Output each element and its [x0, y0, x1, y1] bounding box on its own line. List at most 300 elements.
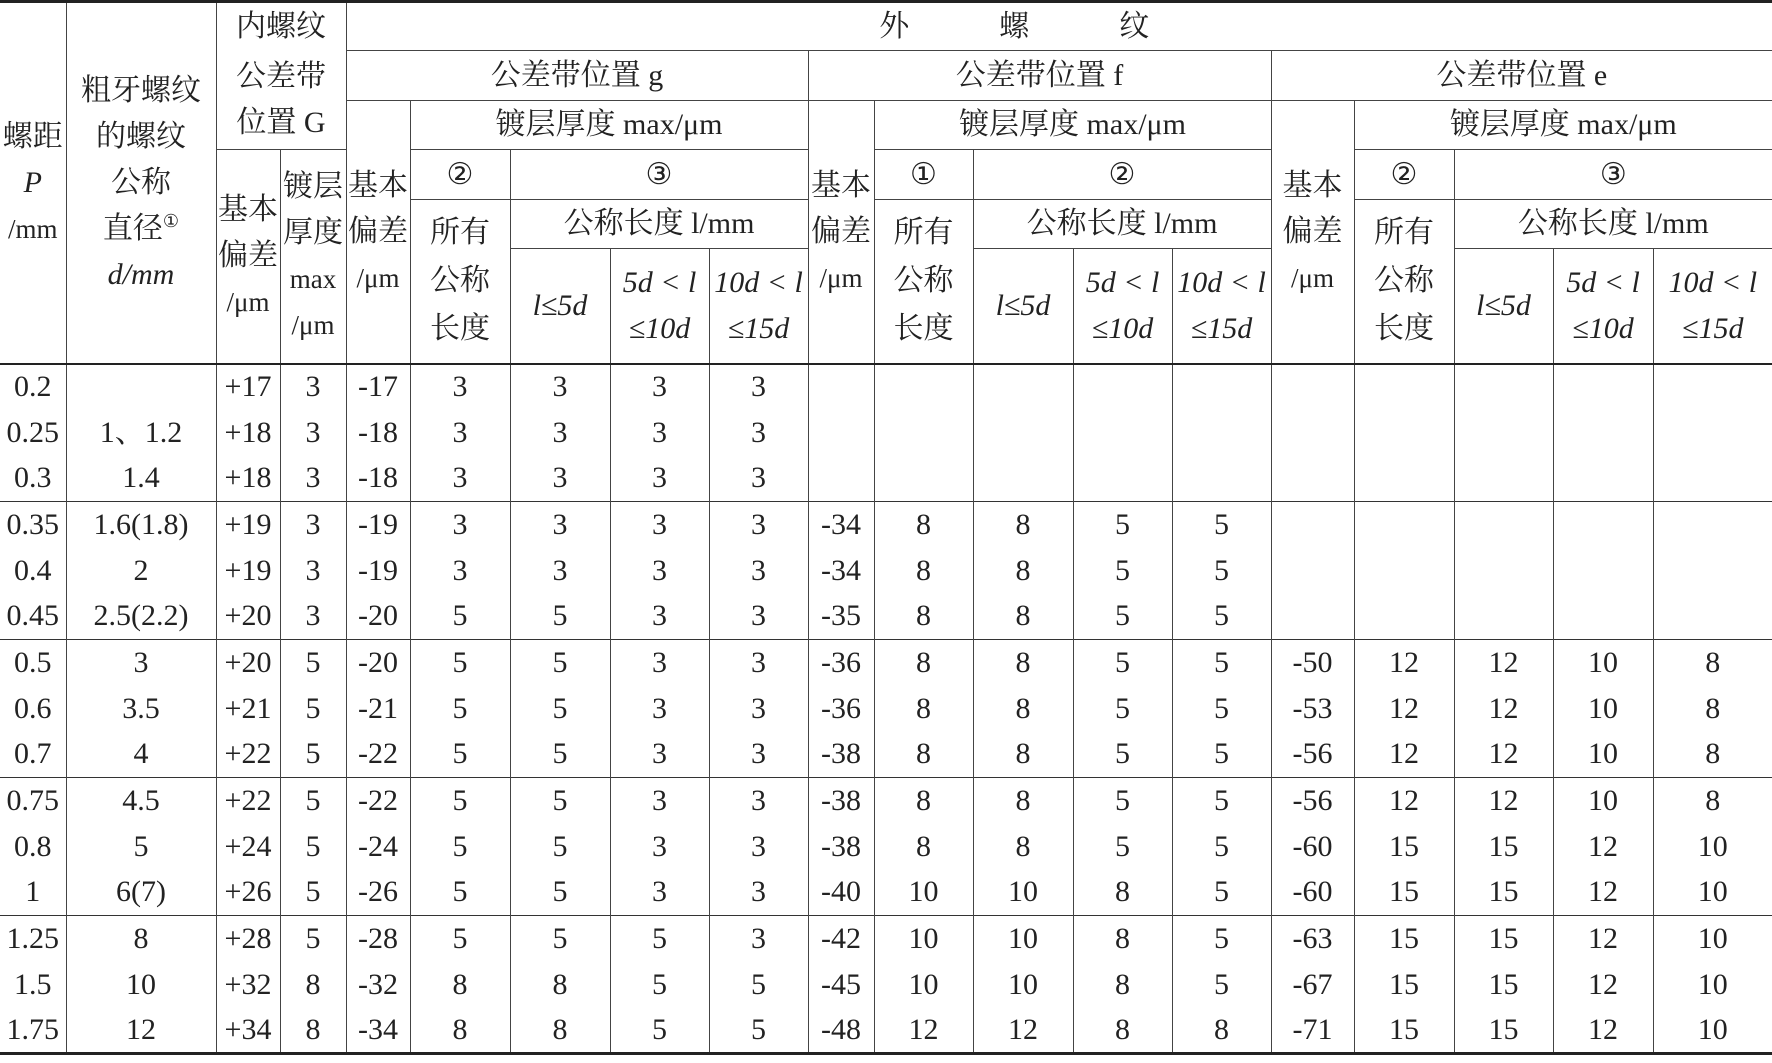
table-row — [0, 410, 1772, 456]
cell-g-c: 3 — [709, 548, 808, 594]
header-g-circled-2: ② — [410, 150, 510, 200]
table-header — [0, 2, 1772, 364]
table-body — [0, 364, 1772, 1054]
header-g-circled-3: ③ — [510, 150, 808, 200]
cell-g-c: 5 — [709, 1008, 808, 1054]
cell-g-a: 5 — [510, 778, 610, 824]
cell-e-c — [1653, 502, 1772, 548]
cell-G-coat: 3 — [280, 410, 346, 456]
cell-f-dev: -34 — [808, 502, 874, 548]
cell-g-b: 5 — [610, 962, 709, 1008]
cell-f-a: 8 — [973, 548, 1073, 594]
table-row — [0, 778, 1772, 824]
cell-f-c: 8 — [1172, 1008, 1271, 1054]
cell-g-dev: -17 — [346, 364, 410, 410]
cell-d: 8 — [66, 916, 216, 962]
cell-d: 10 — [66, 962, 216, 1008]
cell-f-dev: -48 — [808, 1008, 874, 1054]
cell-g-b: 3 — [610, 456, 709, 502]
cell-f-a: 10 — [973, 870, 1073, 916]
cell-g-a: 3 — [510, 364, 610, 410]
cell-e-b: 10 — [1553, 732, 1653, 778]
cell-f-c — [1172, 364, 1271, 410]
header-e-circled-3: ③ — [1454, 150, 1772, 200]
header-g-coating-max: 镀层厚度 max/μm — [410, 101, 808, 150]
cell-e-dev: -56 — [1271, 732, 1354, 778]
cell-g-b: 3 — [610, 594, 709, 640]
cell-d: 3 — [66, 640, 216, 686]
cell-g-c2: 3 — [410, 502, 510, 548]
header-f-all-lengths: 所有 公称 长度 — [874, 200, 973, 364]
cell-f-a: 8 — [973, 824, 1073, 870]
cell-f-c1 — [874, 410, 973, 456]
cell-G-dev: +20 — [216, 640, 280, 686]
table-row — [0, 732, 1772, 778]
cell-e-a: 15 — [1454, 962, 1553, 1008]
cell-e-c2 — [1354, 456, 1454, 502]
cell-f-b — [1073, 456, 1172, 502]
cell-f-b: 5 — [1073, 824, 1172, 870]
header-position-g: 公差带位置 g — [346, 51, 808, 101]
header-e-circled-2: ② — [1354, 150, 1454, 200]
cell-G-coat: 5 — [280, 640, 346, 686]
cell-g-a: 3 — [510, 502, 610, 548]
table-row — [0, 640, 1772, 686]
cell-f-a: 10 — [973, 916, 1073, 962]
cell-g-c: 3 — [709, 640, 808, 686]
cell-d: 1.6(1.8) — [66, 502, 216, 548]
cell-e-a: 15 — [1454, 916, 1553, 962]
cell-g-b: 3 — [610, 410, 709, 456]
cell-p: 0.75 — [0, 778, 66, 824]
cell-g-c2: 5 — [410, 916, 510, 962]
cell-f-dev: -40 — [808, 870, 874, 916]
cell-g-c: 3 — [709, 870, 808, 916]
cell-f-c1: 10 — [874, 870, 973, 916]
cell-f-c1: 8 — [874, 594, 973, 640]
cell-d: 6(7) — [66, 870, 216, 916]
cell-f-b: 8 — [1073, 916, 1172, 962]
cell-f-a — [973, 456, 1073, 502]
cell-p: 0.5 — [0, 640, 66, 686]
cell-g-dev: -28 — [346, 916, 410, 962]
cell-g-dev: -22 — [346, 778, 410, 824]
cell-f-dev: -42 — [808, 916, 874, 962]
cell-f-b: 5 — [1073, 778, 1172, 824]
cell-e-c2: 15 — [1354, 962, 1454, 1008]
header-f-nominal-length: 公称长度 l/mm — [973, 200, 1271, 249]
cell-f-a: 8 — [973, 594, 1073, 640]
cell-f-a: 8 — [973, 686, 1073, 732]
cell-f-dev: -34 — [808, 548, 874, 594]
cell-f-b: 5 — [1073, 686, 1172, 732]
cell-g-c: 3 — [709, 364, 808, 410]
cell-f-dev — [808, 364, 874, 410]
cell-e-a — [1454, 364, 1553, 410]
cell-e-b: 12 — [1553, 870, 1653, 916]
cell-G-dev: +18 — [216, 456, 280, 502]
cell-d: 12 — [66, 1008, 216, 1054]
cell-f-c: 5 — [1172, 686, 1271, 732]
cell-g-dev: -24 — [346, 824, 410, 870]
cell-e-dev — [1271, 364, 1354, 410]
cell-p: 1 — [25, 875, 41, 909]
cell-g-c: 3 — [709, 502, 808, 548]
cell-f-c: 5 — [1172, 502, 1271, 548]
cell-e-c2: 12 — [1354, 732, 1454, 778]
cell-e-b — [1553, 502, 1653, 548]
cell-f-b: 5 — [1073, 732, 1172, 778]
cell-f-c1: 10 — [874, 962, 973, 1008]
cell-g-c: 3 — [709, 410, 808, 456]
cell-e-a — [1454, 548, 1553, 594]
cell-g-b: 3 — [610, 870, 709, 916]
cell-g-b: 5 — [610, 916, 709, 962]
cell-g-a: 8 — [510, 962, 610, 1008]
cell-g-a: 5 — [510, 824, 610, 870]
cell-g-b: 3 — [610, 824, 709, 870]
cell-d: 3.5 — [66, 686, 216, 732]
cell-g-dev: -18 — [346, 410, 410, 456]
cell-p: 0.6 — [14, 691, 52, 725]
cell-p: 1.5 — [14, 967, 52, 1001]
cell-p: 0.7 — [14, 737, 52, 771]
header-f-len-a: l≤5d — [973, 249, 1073, 364]
cell-f-b — [1073, 410, 1172, 456]
cell-G-coat: 5 — [280, 824, 346, 870]
cell-g-b: 5 — [610, 1008, 709, 1054]
cell-f-c1: 8 — [874, 824, 973, 870]
cell-g-a: 5 — [510, 732, 610, 778]
cell-g-c: 3 — [709, 594, 808, 640]
cell-G-dev: +26 — [216, 870, 280, 916]
cell-g-c: 3 — [709, 778, 808, 824]
cell-e-dev: -50 — [1271, 640, 1354, 686]
cell-p: 0.45 — [6, 599, 59, 633]
cell-e-a — [1454, 594, 1553, 640]
cell-f-dev: -35 — [808, 594, 874, 640]
cell-e-dev: -60 — [1271, 870, 1354, 916]
cell-e-b: 10 — [1553, 640, 1653, 686]
cell-f-a: 8 — [973, 640, 1073, 686]
cell-f-c1 — [874, 456, 973, 502]
cell-e-a: 15 — [1454, 1008, 1553, 1054]
header-internal-thread: 内螺纹 — [216, 2, 346, 51]
cell-g-a: 3 — [510, 456, 610, 502]
header-g-len-c: 10d < l ≤15d — [709, 249, 808, 364]
cell-g-c2: 3 — [410, 548, 510, 594]
cell-f-c1: 12 — [874, 1008, 973, 1054]
cell-g-dev: -20 — [346, 594, 410, 640]
cell-f-b: 8 — [1073, 962, 1172, 1008]
header-pitch: 螺距 P /mm — [0, 2, 66, 364]
cell-G-dev: +28 — [216, 916, 280, 962]
cell-f-b: 8 — [1073, 1008, 1172, 1054]
cell-e-c2 — [1354, 594, 1454, 640]
cell-g-b: 3 — [610, 548, 709, 594]
cell-e-c: 8 — [1653, 686, 1772, 732]
cell-g-dev: -26 — [346, 870, 410, 916]
cell-g-dev: -34 — [346, 1008, 410, 1054]
cell-f-c: 5 — [1172, 870, 1271, 916]
cell-e-c: 10 — [1653, 916, 1772, 962]
cell-e-dev — [1271, 456, 1354, 502]
cell-e-c: 10 — [1653, 1008, 1772, 1054]
cell-f-c1 — [874, 364, 973, 410]
cell-g-c: 3 — [709, 916, 808, 962]
cell-e-c2 — [1354, 410, 1454, 456]
header-e-basic-deviation: 基本 偏差 /μm — [1271, 101, 1354, 364]
cell-e-dev: -71 — [1271, 1008, 1354, 1054]
cell-f-b: 5 — [1073, 594, 1172, 640]
cell-d — [66, 364, 216, 410]
cell-e-c: 10 — [1653, 962, 1772, 1008]
cell-d: 1、1.2 — [66, 410, 216, 456]
cell-p: 0.35 — [0, 502, 66, 548]
cell-f-b: 5 — [1073, 502, 1172, 548]
cell-e-dev — [1271, 548, 1354, 594]
header-G-coating: 镀层 厚度 max /μm — [280, 150, 346, 364]
cell-f-a: 12 — [973, 1008, 1073, 1054]
cell-g-c2: 3 — [410, 410, 510, 456]
cell-e-dev — [1271, 410, 1354, 456]
cell-e-dev: -60 — [1271, 824, 1354, 870]
cell-G-dev: +22 — [216, 732, 280, 778]
cell-G-coat: 3 — [280, 594, 346, 640]
cell-g-c2: 5 — [410, 732, 510, 778]
header-f-circled-1: ① — [874, 150, 973, 200]
table-row — [0, 502, 1772, 548]
cell-g-a: 5 — [510, 870, 610, 916]
cell-g-c2: 5 — [410, 686, 510, 732]
cell-f-c: 5 — [1172, 732, 1271, 778]
table-row — [0, 548, 1772, 594]
cell-g-dev: -19 — [346, 548, 410, 594]
cell-e-c — [1653, 548, 1772, 594]
header-g-len-b: 5d < l ≤10d — [610, 249, 709, 364]
cell-e-b — [1553, 364, 1653, 410]
cell-e-a: 12 — [1454, 686, 1553, 732]
cell-f-dev: -38 — [808, 778, 874, 824]
table-row — [0, 962, 1772, 1008]
header-f-len-c: 10d < l ≤15d — [1172, 249, 1271, 364]
cell-p: 0.3 — [14, 461, 52, 495]
cell-g-b: 3 — [610, 686, 709, 732]
cell-d: 4.5 — [66, 778, 216, 824]
header-internal-position-G: 公差带 位置 G — [216, 51, 346, 150]
cell-e-b: 10 — [1553, 778, 1653, 824]
cell-e-c2: 15 — [1354, 870, 1454, 916]
cell-p: 1.75 — [0, 1008, 66, 1054]
cell-g-a: 3 — [510, 548, 610, 594]
cell-g-c: 3 — [709, 686, 808, 732]
cell-f-dev — [808, 410, 874, 456]
cell-g-a: 5 — [510, 640, 610, 686]
cell-g-c2: 8 — [410, 1008, 510, 1054]
cell-g-c2: 8 — [410, 962, 510, 1008]
cell-e-b: 12 — [1553, 916, 1653, 962]
header-position-f: 公差带位置 f — [808, 51, 1271, 101]
cell-g-c: 5 — [709, 962, 808, 1008]
cell-e-b — [1553, 456, 1653, 502]
header-g-len-a: l≤5d — [510, 249, 610, 364]
cell-g-b: 3 — [610, 502, 709, 548]
cell-e-a: 15 — [1454, 870, 1553, 916]
cell-e-c2 — [1354, 364, 1454, 410]
cell-f-b: 5 — [1073, 640, 1172, 686]
cell-e-a — [1454, 456, 1553, 502]
cell-f-a: 8 — [973, 732, 1073, 778]
cell-G-coat: 5 — [280, 686, 346, 732]
cell-f-b: 8 — [1073, 870, 1172, 916]
cell-e-b: 12 — [1553, 824, 1653, 870]
cell-G-dev: +18 — [216, 410, 280, 456]
cell-g-c2: 5 — [410, 870, 510, 916]
cell-f-dev: -38 — [808, 824, 874, 870]
cell-g-c2: 3 — [410, 364, 510, 410]
cell-g-c2: 5 — [410, 594, 510, 640]
cell-f-c: 5 — [1172, 548, 1271, 594]
cell-g-a: 5 — [510, 916, 610, 962]
header-f-len-b: 5d < l ≤10d — [1073, 249, 1172, 364]
cell-e-b: 12 — [1553, 962, 1653, 1008]
cell-e-b: 10 — [1553, 686, 1653, 732]
cell-e-c2 — [1354, 548, 1454, 594]
header-G-basic-deviation: 基本 偏差 /μm — [216, 150, 280, 364]
table-row — [0, 686, 1772, 732]
cell-p: 1.25 — [0, 916, 66, 962]
cell-e-dev — [1271, 502, 1354, 548]
cell-e-c2 — [1354, 502, 1454, 548]
header-f-coating-max: 镀层厚度 max/μm — [874, 101, 1271, 150]
cell-e-a: 12 — [1454, 640, 1553, 686]
header-e-nominal-length: 公称长度 l/mm — [1454, 200, 1772, 249]
header-e-coating-max: 镀层厚度 max/μm — [1354, 101, 1772, 150]
cell-f-c1: 8 — [874, 640, 973, 686]
cell-G-coat: 3 — [280, 502, 346, 548]
cell-g-c2: 5 — [410, 824, 510, 870]
cell-e-c — [1653, 410, 1772, 456]
table-row — [0, 364, 1772, 410]
cell-f-c1: 8 — [874, 686, 973, 732]
cell-e-c: 10 — [1653, 870, 1772, 916]
cell-g-c: 3 — [709, 824, 808, 870]
header-g-all-lengths: 所有 公称 长度 — [410, 200, 510, 364]
cell-f-c1: 8 — [874, 778, 973, 824]
cell-g-a: 3 — [510, 410, 610, 456]
cell-G-dev: +34 — [216, 1008, 280, 1054]
cell-G-dev: +22 — [216, 778, 280, 824]
header-e-all-lengths: 所有 公称 长度 — [1354, 200, 1454, 364]
cell-g-dev: -22 — [346, 732, 410, 778]
cell-e-c2: 15 — [1354, 916, 1454, 962]
cell-G-coat: 3 — [280, 364, 346, 410]
cell-g-b: 3 — [610, 640, 709, 686]
header-g-basic-deviation: 基本 偏差 /μm — [346, 101, 410, 364]
header-g-nominal-length: 公称长度 l/mm — [510, 200, 808, 249]
header-e-len-c: 10d < l ≤15d — [1653, 249, 1772, 364]
cell-g-c2: 5 — [410, 640, 510, 686]
header-e-len-a: l≤5d — [1454, 249, 1553, 364]
table-row — [0, 456, 1772, 502]
cell-e-c: 10 — [1653, 824, 1772, 870]
cell-G-dev: +19 — [216, 502, 280, 548]
cell-e-b — [1553, 548, 1653, 594]
header-nominal-diameter: 粗牙螺纹 的螺纹 公称 直径① d/mm — [66, 2, 216, 364]
cell-g-c: 3 — [709, 456, 808, 502]
cell-f-c1: 10 — [874, 916, 973, 962]
cell-e-c2: 15 — [1354, 824, 1454, 870]
cell-f-c: 5 — [1172, 962, 1271, 1008]
cell-e-dev: -56 — [1271, 778, 1354, 824]
cell-g-dev: -20 — [346, 640, 410, 686]
cell-f-dev: -38 — [808, 732, 874, 778]
cell-G-coat: 5 — [280, 916, 346, 962]
cell-G-coat: 3 — [280, 456, 346, 502]
cell-d: 5 — [66, 824, 216, 870]
cell-G-coat: 3 — [280, 548, 346, 594]
cell-f-c1: 8 — [874, 502, 973, 548]
cell-f-b: 5 — [1073, 548, 1172, 594]
cell-e-c: 8 — [1653, 640, 1772, 686]
cell-f-a: 8 — [973, 502, 1073, 548]
cell-p: 0.4 — [14, 553, 52, 587]
table-row — [0, 916, 1772, 962]
cell-e-b — [1553, 410, 1653, 456]
cell-f-c: 5 — [1172, 778, 1271, 824]
cell-G-dev: +21 — [216, 686, 280, 732]
cell-e-c2: 15 — [1354, 1008, 1454, 1054]
cell-G-dev: +17 — [216, 364, 280, 410]
cell-e-a — [1454, 502, 1553, 548]
cell-f-a — [973, 364, 1073, 410]
cell-G-dev: +20 — [216, 594, 280, 640]
cell-f-dev: -36 — [808, 640, 874, 686]
cell-d: 2 — [66, 548, 216, 594]
cell-f-c — [1172, 410, 1271, 456]
cell-f-a: 10 — [973, 962, 1073, 1008]
cell-g-a: 8 — [510, 1008, 610, 1054]
cell-g-dev: -21 — [346, 686, 410, 732]
cell-e-dev: -53 — [1271, 686, 1354, 732]
cell-g-dev: -19 — [346, 502, 410, 548]
cell-e-c: 8 — [1653, 778, 1772, 824]
cell-g-b: 3 — [610, 732, 709, 778]
cell-g-c2: 3 — [410, 456, 510, 502]
cell-e-c — [1653, 594, 1772, 640]
cell-f-dev: -36 — [808, 686, 874, 732]
cell-G-coat: 5 — [280, 732, 346, 778]
cell-G-dev: +24 — [216, 824, 280, 870]
cell-G-coat: 5 — [280, 870, 346, 916]
header-f-circled-2: ② — [973, 150, 1271, 200]
cell-d: 1.4 — [66, 456, 216, 502]
cell-p: 0.2 — [0, 364, 66, 410]
cell-e-dev: -67 — [1271, 962, 1354, 1008]
cell-e-a — [1454, 410, 1553, 456]
cell-f-c: 5 — [1172, 594, 1271, 640]
table-row — [0, 824, 1772, 870]
header-position-e: 公差带位置 e — [1271, 51, 1772, 101]
cell-G-coat: 5 — [280, 778, 346, 824]
table-row — [0, 1008, 1772, 1054]
cell-e-c: 8 — [1653, 732, 1772, 778]
cell-f-b — [1073, 364, 1172, 410]
cell-f-dev — [808, 456, 874, 502]
cell-e-b — [1553, 594, 1653, 640]
cell-g-dev: -18 — [346, 456, 410, 502]
cell-f-c1: 8 — [874, 548, 973, 594]
